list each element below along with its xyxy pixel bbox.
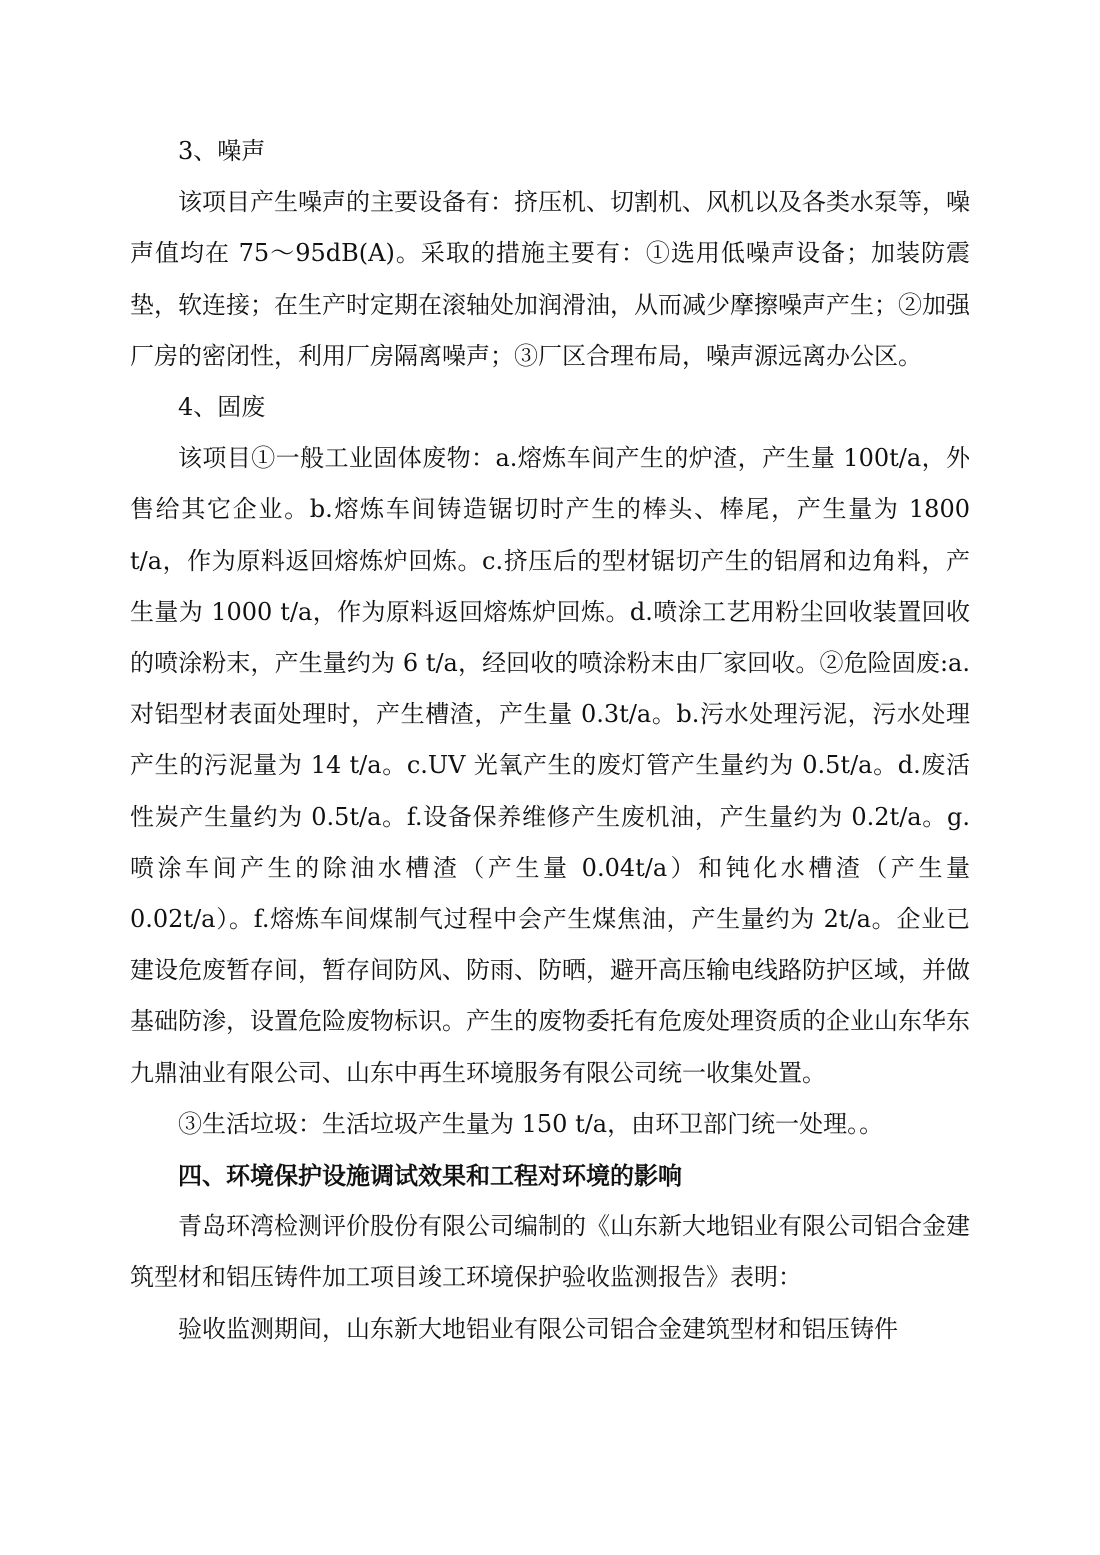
- solid-waste-paragraph: 该项目①一般工业固体废物：a.熔炼车间产生的炉渣，产生量 100t/a，外售给其它企业。b.熔炼车间铸造锯切时产生的棒头、棒尾，产生量为 1800 t/a，作为原料返回熔炼炉回炼。c.挤压后的型材锯切产生的铝屑和边角料，产生量为 1000 t/a，作为原料返回熔炼炉回炼。d.喷涂工艺用粉尘回收装置回收的喷涂粉末，产生量约为 6 t/a，经回收的喷涂粉末由厂家回收。②危险固废:a.对铝型材表面处理时，产生槽渣，产生量 0.3t/a。b.污水处理污泥，污水处理产生的污泥量为 14 t/a。c.UV 光氧产生的废灯管产生量约为 0.5t/a。d.废活性炭产生量约为 0.5t/a。f.设备保养维修产生废机油，产生量约为 0.2t/a。g.喷涂车间产生的除油水槽渣（产生量 0.04t/a）和钝化水槽渣（产生量 0.02t/a）。f.熔炼车间煤制气过程中会产生煤焦油，产生量约为 2t/a。企业已建设危废暂存间，暂存间防风、防雨、防晒，避开高压输电线路防护区域，并做基础防渗，设置危险废物标识。产生的废物委托有危废处理资质的企业山东华东九鼎油业有限公司、山东中再生环境服务有限公司统一收集处置。: [130, 444, 970, 1087]
- monitoring-paragraph: 验收监测期间，山东新大地铝业有限公司铝合金建筑型材和铝压铸件: [178, 1314, 898, 1343]
- noise-heading: 3、噪声: [178, 137, 266, 165]
- document-page: [130, 126, 970, 1355]
- section-4-heading: 四、环境保护设施调试效果和工程对环境的影响: [178, 1161, 682, 1191]
- noise-paragraph: 该项目产生噪声的主要设备有：挤压机、切割机、风机以及各类水泵等，噪声值均在 75～95dB(A)。采取的措施主要有：①选用低噪声设备；加装防震垫，软连接；在生产时定期在滚轴处加润滑油，从而减少摩擦噪声产生；②加强厂房的密闭性，利用厂房隔离噪声；③厂区合理布局，噪声源远离办公区。: [130, 188, 970, 370]
- report-intro-paragraph: 青岛环湾检测评价股份有限公司编制的《山东新大地铝业有限公司铝合金建筑型材和铝压铸件加工项目竣工环境保护验收监测报告》表明：: [130, 1212, 970, 1292]
- domestic-waste-paragraph: ③生活垃圾：生活垃圾产生量为 150 t/a，由环卫部门统一处理。。: [178, 1109, 884, 1138]
- solid-waste-heading: 4、固废: [178, 393, 266, 422]
